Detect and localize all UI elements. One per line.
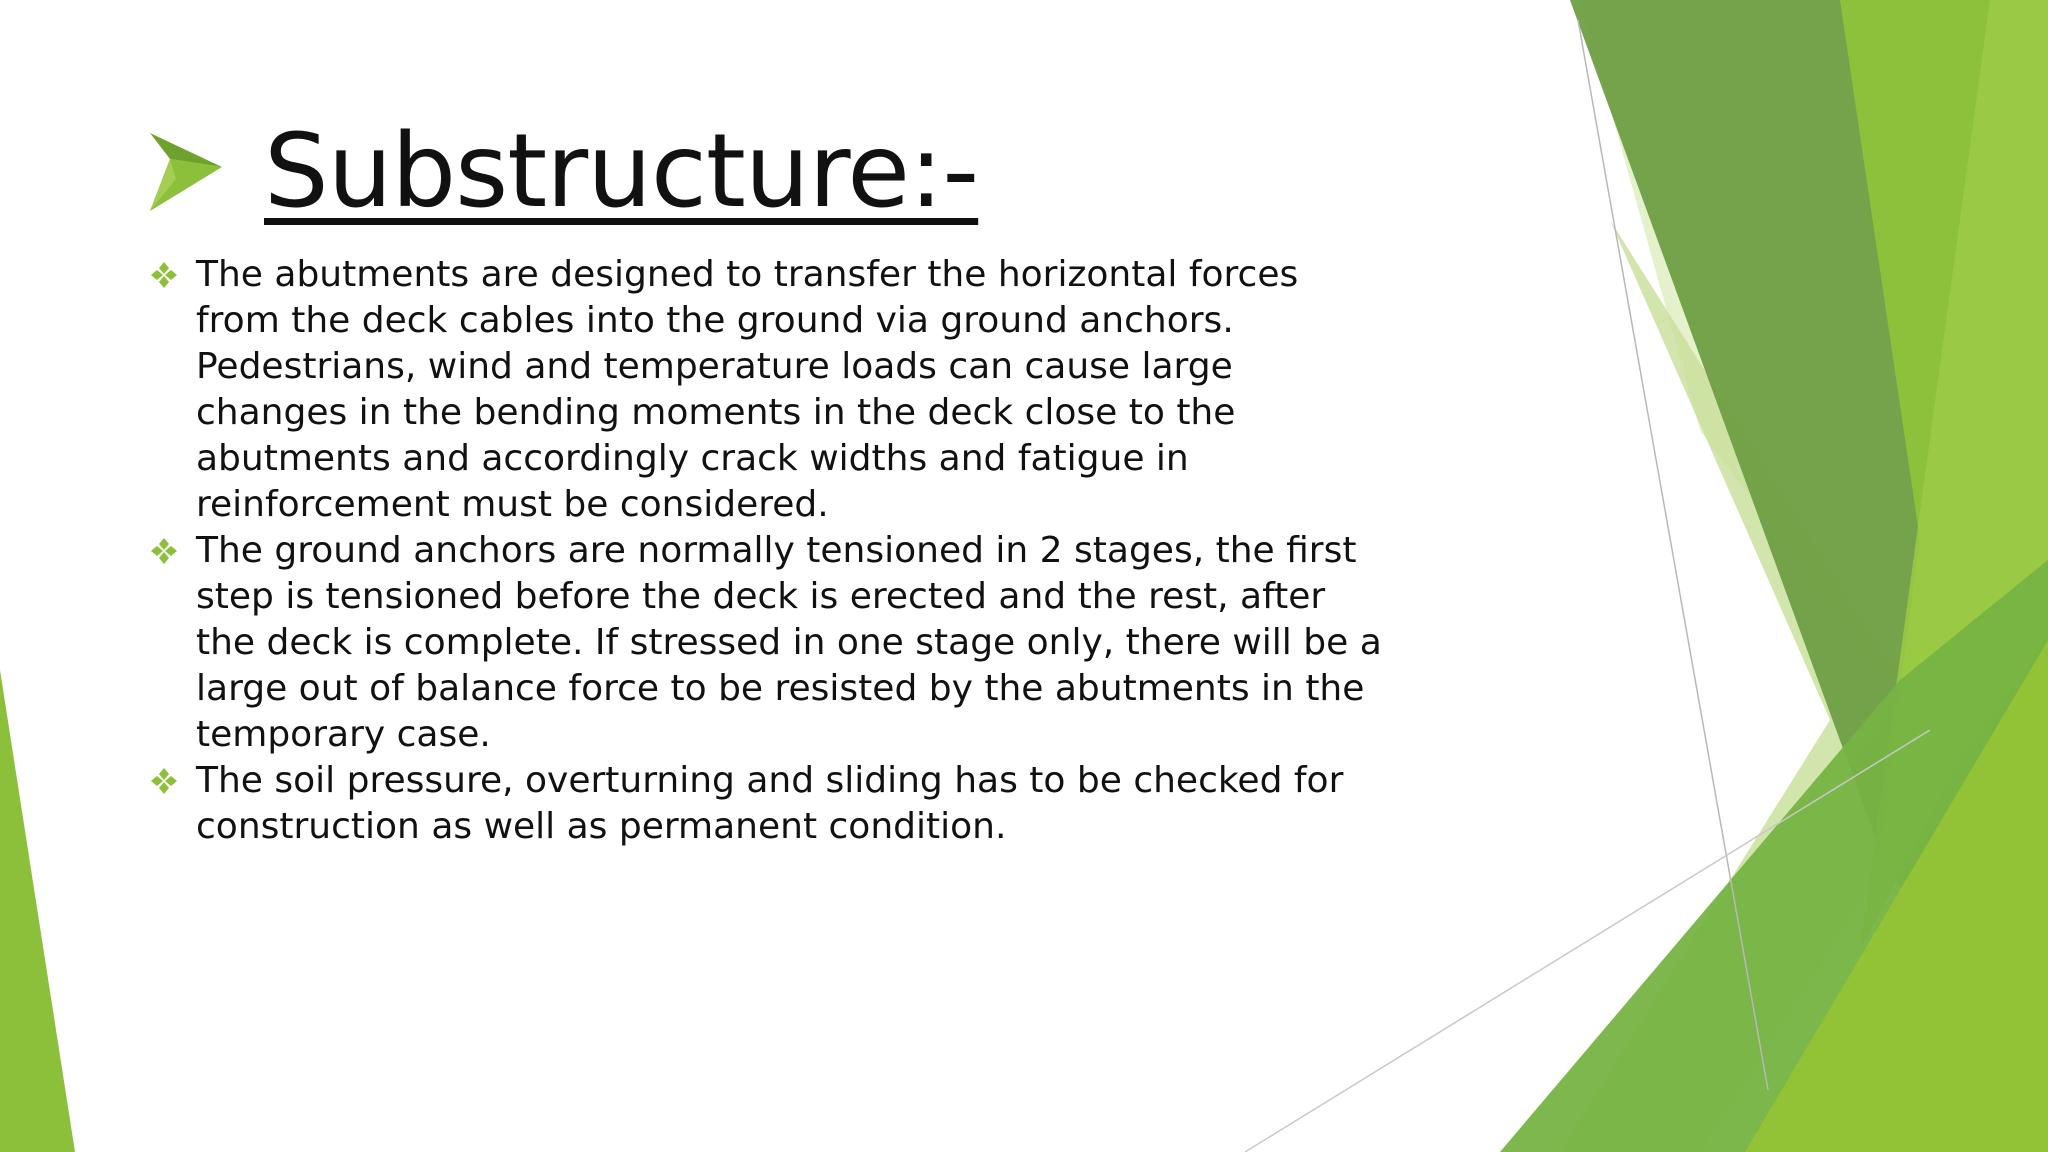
bullet-item <box>148 252 1388 528</box>
bullet-text: The ground anchors are normally tensioned in 2 stages, the first step is tensioned before the deck is erected and the rest, after the deck is complete. If stressed in one stage only, there will be a large out of balance force to be resisted by the abutments in the temporary case. <box>196 530 1382 755</box>
bullet-item <box>148 758 1388 850</box>
arrowhead-icon <box>150 133 222 211</box>
bullet-text: The abutments are designed to transfer the horizontal forces from the deck cables into the ground via ground anchors. Pedestrians, wind and temperature loads can cause large changes in the bending moments in the deck close to the abutments and accordingly crack widths and fatigue in reinforcement must be considered. <box>196 254 1299 525</box>
four-diamond-icon <box>150 537 178 565</box>
slide-title: Substructure:- <box>264 112 979 231</box>
bullet-item <box>148 528 1388 758</box>
left-green-sliver <box>0 670 75 1152</box>
bullet-text: The soil pressure, overturning and sliding has to be checked for construction as well as permanent condition. <box>196 760 1344 847</box>
four-diamond-icon <box>150 261 178 289</box>
four-diamond-icon <box>150 767 178 795</box>
bullet-list <box>148 252 1388 850</box>
title-row <box>150 112 978 232</box>
